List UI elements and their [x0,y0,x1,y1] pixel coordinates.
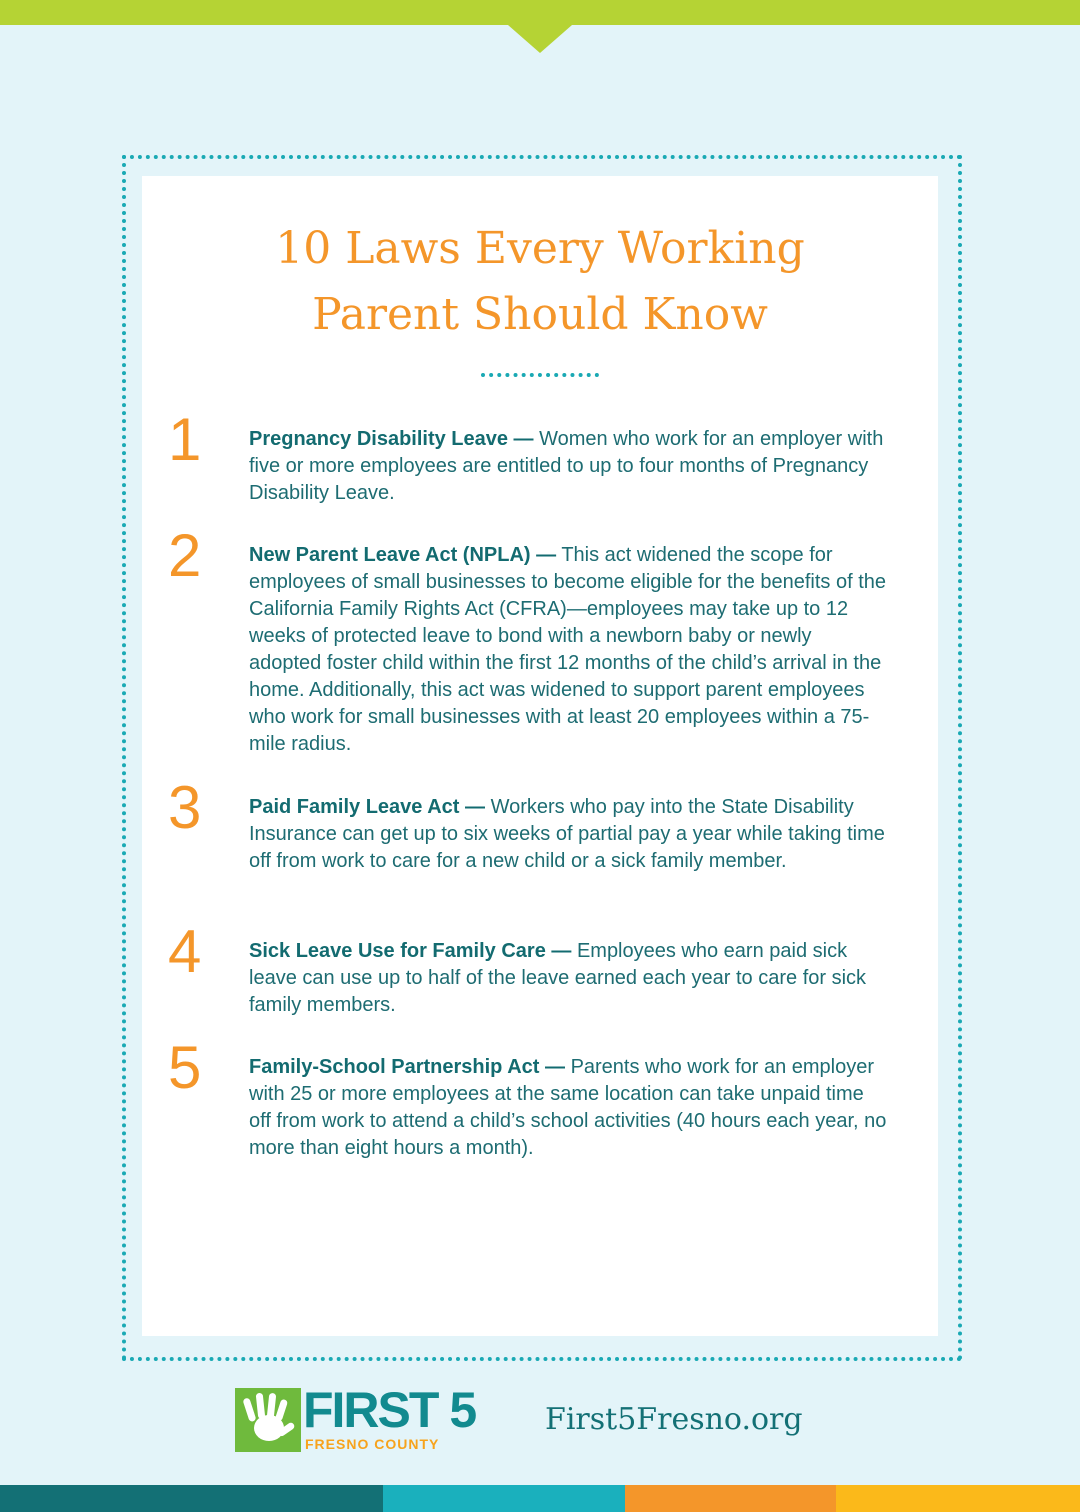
law-title: Pregnancy Disability Leave — [249,428,534,450]
law-title: Sick Leave Use for Family Care — [249,940,572,962]
logo-county-label: FRESNO COUNTY [305,1436,440,1452]
law-text [249,542,889,758]
page-title [142,216,938,348]
law-body: This act widened the scope for employees of small businesses to become eligible for the benefits of the California Family Rights Act (CFRA)—employees may take up to 12 weeks of protected leave to bond with a newborn baby or newly adopted foster child within the first 12 months of the child’s arrival in the home. Additionally, this act was widened to support parent employees who work for small businesses with at least 20 employees within a 75-mile radius. [249,544,887,755]
title-line-2: Parent Should Know [312,289,768,340]
law-number: 5 [168,1034,202,1101]
title-line-1: 10 Laws Every Working [275,223,805,274]
law-body: Women who work for an employer with five or more employees are entitled to up to four months of Pregnancy Disability Leave. [249,428,884,504]
law-number: 1 [168,406,202,473]
content-card [142,176,938,1336]
first5-logo[interactable] [235,1382,476,1454]
law-number: 3 [168,774,202,841]
law-title: Family-School Partnership Act — [249,1056,565,1078]
law-body: Employees who earn paid sick leave can use up to half of the leave earned each year to care for sick family members. [249,940,867,1016]
law-body: Workers who pay into the State Disability Insurance can get up to six weeks of partial pay a year while taking time off from work to care for a new child or a sick family member. [249,796,885,872]
law-body: Parents who work for an employer with 25 or more employees at the same location can take unpaid time off from work to attend a child’s school activities (40 hours each year, no more than eight hours a month). [249,1056,887,1159]
top-accent-bar [0,0,1080,25]
law-number: 4 [168,918,202,985]
logo-wordmark: FIRST 5 [303,1382,476,1438]
law-title: New Parent Leave Act (NPLA) — [249,544,557,566]
top-notch-arrow [508,25,572,53]
law-text [249,426,889,507]
law-title: Paid Family Leave Act — [249,796,486,818]
website-link[interactable]: First5Fresno.org [545,1402,803,1437]
law-text [249,938,889,1019]
law-number: 2 [168,522,202,589]
stripe-segment-teal [383,1485,625,1512]
bottom-color-stripe [0,1485,1080,1512]
title-divider-dots [481,373,599,377]
stripe-segment-dark-teal [0,1485,383,1512]
stripe-segment-orange [625,1485,836,1512]
stripe-segment-yellow [836,1485,1080,1512]
law-text [249,1054,889,1162]
hand-icon [235,1388,301,1452]
law-text [249,794,889,875]
